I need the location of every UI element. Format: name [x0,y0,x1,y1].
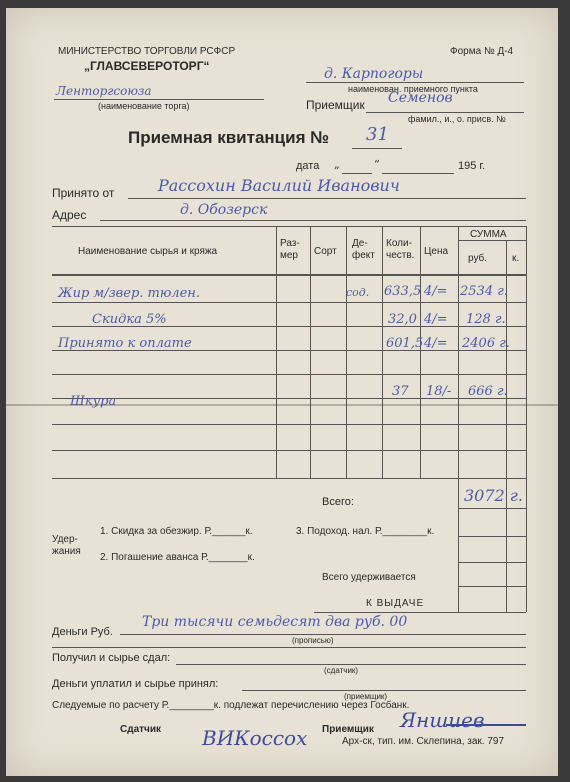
deduction-line-2: 2. Погашение аванса Р._______к. [100,552,255,563]
col-header-name: Наименование сырья и кряжа [78,246,218,257]
col-header-kop: к. [512,253,520,264]
date-quote-close: “ [374,158,380,171]
total-deducted-label: Всего удерживается [322,572,416,583]
receiver-handwritten: Семенов [388,90,453,106]
col-header-sum: СУММА [470,229,507,240]
money-label: Деньги Руб. [52,626,113,638]
trade-handwritten: Ленторгсоюза [56,84,152,98]
printer-imprint: Арх-ск, тип. им. Склепина, зак. 797 [342,736,505,747]
receipt-number: 31 [366,124,389,145]
row-sum: 2534 г. [460,284,508,299]
receiver-signature: Яншиев [400,708,485,732]
to-pay-label: К ВЫДАЧЕ [366,598,425,609]
row-qty: 601,5 [386,336,424,351]
date-label: дата [296,160,320,172]
total-value: 3072 г. [464,486,523,505]
paper-fold [6,404,558,406]
received-label: Получил и сырье сдал: [52,652,171,664]
row-price: 4/= [424,336,448,351]
money-handwritten: Три тысячи семьдесят два руб. 00 [142,614,408,630]
row-name: Жир м/звер. тюлен. [58,286,200,301]
deliverer-label: Сдатчик [120,724,161,735]
receiver-signature-label: Приемщик [322,724,374,735]
point-handwritten: д. Карпогоры [324,66,424,82]
col-header-rub: руб. [468,253,488,264]
col-header-defect: Де- фект [352,238,375,261]
row-price: 18/- [426,384,452,399]
row-qty: 37 [392,384,409,399]
deductions-label: Удер- жания [52,534,81,557]
row-name: Скидка 5% [92,312,167,327]
row-qty: 633,5 [384,284,422,299]
address-label: Адрес [52,208,87,222]
organization-name: „ГЛАВСЕВЕРОТОРГ“ [84,59,210,73]
deduction-line-1: 1. Скидка за обезжир. Р.______к. [100,526,253,537]
address-value: д. Обозерск [180,202,268,218]
row-price: 4/= [424,284,448,299]
received-caption: (сдатчик) [324,666,359,675]
receiver-caption: фамил., и., о. присв. № [408,114,506,124]
paid-caption: (приемщик) [344,692,388,701]
date-quote-open: „ [334,158,340,171]
date-year: 195 г. [458,160,486,172]
row-sum: 128 г. [466,312,506,327]
col-header-qty: Коли- честв. [386,238,415,261]
total-label: Всего: [322,496,354,508]
row-qty: 32,0 [388,312,417,327]
accepted-from-value: Рассохин Василий Иванович [158,176,400,195]
ministry-name: МИНИСТЕРСТВО ТОРГОВЛИ РСФСР [58,46,236,57]
money-caption: (прописью) [292,636,334,645]
row-sum: 2406 г. [462,336,510,351]
accepted-from-label: Принято от [52,186,115,200]
col-header-sort: Сорт [314,246,337,257]
settlement-text: Следуемые по расчету Р.________к. подлежат перечислению через Госбанк. [52,700,410,711]
row-name: Принято к оплате [58,336,192,351]
col-header-price: Цена [424,246,449,257]
row-defect: сод. [346,286,370,299]
row-price: 4/= [424,312,448,327]
point-caption: наименован. приемного пункта [348,84,478,94]
form-number: Форма № Д-4 [450,46,514,57]
deliverer-signature: ВИКоссох [202,726,308,750]
receiver-label: Приемщик [306,98,365,112]
row-name: Шкура [70,394,117,409]
paid-label: Деньги уплатил и сырье принял: [52,678,219,690]
row-sum: 666 г. [468,384,508,399]
receipt-title: Приемная квитанция № [128,128,330,147]
deduction-line-3: 3. Подоход. нал. Р.________к. [296,526,435,537]
trade-caption: (наименование торга) [98,101,190,111]
receipt-document [6,8,558,776]
col-header-size: Раз- мер [280,238,300,261]
